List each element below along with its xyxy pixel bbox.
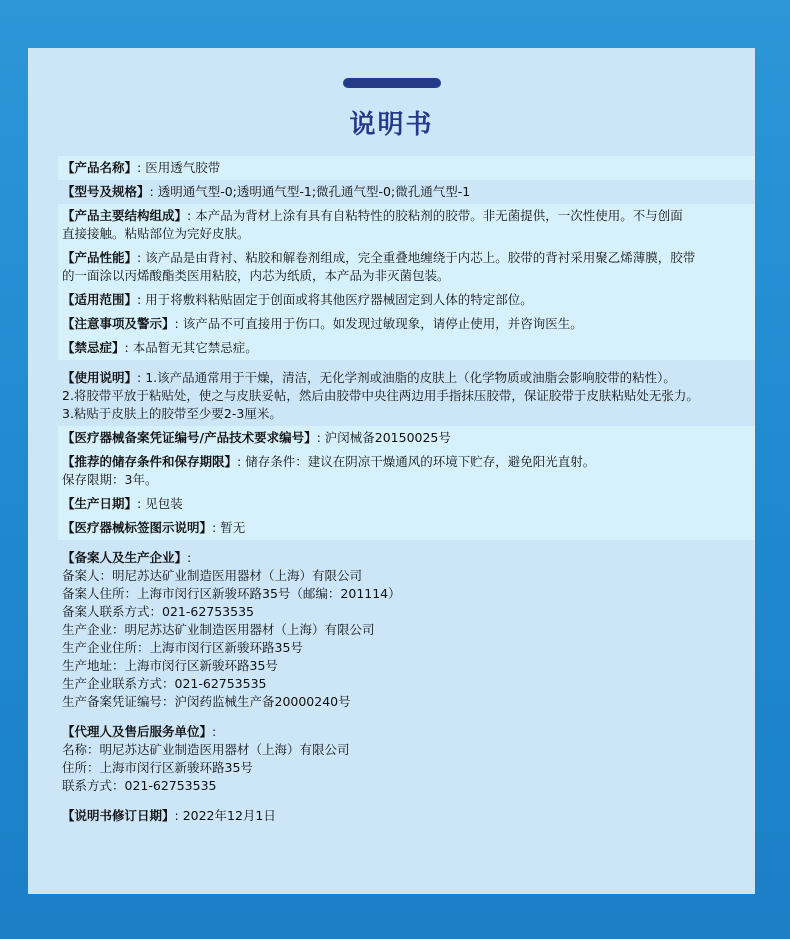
info-row (58, 366, 755, 426)
row-label: 【医疗器械备案凭证编号/产品技术要求编号】 (62, 430, 317, 445)
info-row (58, 426, 755, 450)
row-first-line (62, 549, 755, 567)
row-label: 【禁忌症】 (62, 340, 125, 355)
info-row (58, 492, 755, 516)
row-continuation-line: 2.将胶带平放于粘贴处，使之与皮肤妥帖，然后由胶带中央往两边用手指抹压胶带，保证胶带于皮肤粘贴处无张力。 (62, 388, 699, 403)
row-text: : 该产品是由背衬、粘胶和解卷剂组成，完全重叠地缠绕于内芯上。胶带的背衬采用聚乙烯薄膜，胶带 (137, 250, 696, 265)
row-continuation-line: 生产地址：上海市闵行区新骏环路35号 (62, 658, 278, 673)
info-row (58, 450, 755, 492)
instruction-rows (58, 156, 755, 828)
row-label: 【产品性能】 (62, 250, 138, 265)
instruction-sheet (28, 48, 755, 894)
row-text: : 本品暂无其它禁忌症。 (124, 340, 258, 355)
row-first-line (62, 183, 755, 201)
row-first-line (62, 339, 755, 357)
info-row (58, 156, 755, 180)
row-text: : 沪闵械备20150025号 (316, 430, 451, 445)
row-text: : 暂无 (212, 520, 246, 535)
row-continuation-line: 联系方式：021-62753535 (62, 778, 217, 793)
info-row (58, 288, 755, 312)
row-label: 【医疗器械标签图示说明】 (62, 520, 213, 535)
row-first-line (62, 315, 755, 333)
row-label: 【推荐的储存条件和保存期限】 (62, 454, 238, 469)
row-continuation-line: 保存限期：3年。 (62, 472, 158, 487)
row-first-line (62, 291, 755, 309)
row-continuation-line: 生产企业住所：上海市闵行区新骏环路35号 (62, 640, 303, 655)
row-text: : 本产品为背材上涂有具有自粘特性的胶粘剂的胶带。非无菌提供，一次性使用。不与创面 (187, 208, 683, 223)
row-label: 【注意事项及警示】 (62, 316, 175, 331)
info-row (58, 804, 755, 828)
title-decoration-bar (343, 78, 441, 88)
row-first-line (62, 495, 755, 513)
row-continuation-line: 生产企业：明尼苏达矿业制造医用器材（上海）有限公司 (62, 622, 375, 637)
info-row (58, 204, 755, 246)
info-row (58, 516, 755, 540)
row-first-line (62, 453, 755, 471)
row-label: 【产品主要结构组成】 (62, 208, 188, 223)
row-first-line (62, 159, 755, 177)
row-text: : 该产品不可直接用于伤口。如发现过敏现象，请停止使用，并咨询医生。 (174, 316, 583, 331)
row-text: : 见包装 (137, 496, 183, 511)
info-row (58, 246, 755, 288)
row-continuation-line: 备案人住所：上海市闵行区新骏环路35号（邮编：201114） (62, 586, 401, 601)
row-continuation-line: 直接接触。粘贴部位为完好皮肤。 (62, 226, 250, 241)
info-row (58, 720, 755, 798)
row-label: 【说明书修订日期】 (62, 808, 175, 823)
row-first-line (62, 369, 755, 387)
row-text: : 储存条件：建议在阴凉干燥通风的环境下贮存，避免阳光直射。 (237, 454, 596, 469)
row-text: : (212, 724, 217, 739)
row-first-line (62, 807, 755, 825)
row-first-line (62, 429, 755, 447)
row-text: : 医用透气胶带 (137, 160, 221, 175)
info-row (58, 180, 755, 204)
row-label: 【备案人及生产企业】 (62, 550, 188, 565)
row-continuation-line: 生产企业联系方式：021-62753535 (62, 676, 267, 691)
row-continuation-line: 住所：上海市闵行区新骏环路35号 (62, 760, 253, 775)
row-label: 【型号及规格】 (62, 184, 150, 199)
row-text: : (187, 550, 192, 565)
row-continuation-line: 3.粘贴于皮肤上的胶带至少要2-3厘米。 (62, 406, 282, 421)
row-label: 【使用说明】 (62, 370, 138, 385)
row-continuation-line: 备案人：明尼苏达矿业制造医用器材（上海）有限公司 (62, 568, 363, 583)
row-first-line (62, 249, 755, 267)
row-continuation-line: 的一面涂以丙烯酸酯类医用粘胶，内芯为纸质，本产品为非灭菌包装。 (62, 268, 450, 283)
row-text: : 1.该产品通常用于干燥，清洁，无化学剂或油脂的皮肤上（化学物质或油脂会影响胶带的粘性）。 (137, 370, 676, 385)
row-label: 【产品名称】 (62, 160, 138, 175)
row-continuation-line: 生产备案凭证编号：沪闵药监械生产备20000240号 (62, 694, 351, 709)
page-title: 说明书 (349, 110, 434, 140)
info-row (58, 546, 755, 714)
row-text: : 用于将敷料粘贴固定于创面或将其他医疗器械固定到人体的特定部位。 (137, 292, 533, 307)
row-continuation-line: 名称：明尼苏达矿业制造医用器材（上海）有限公司 (62, 742, 350, 757)
row-first-line (62, 723, 755, 741)
row-first-line (62, 207, 755, 225)
row-text: : 透明通气型-0;透明通气型-1;微孔通气型-0;微孔通气型-1 (149, 184, 471, 199)
info-row (58, 312, 755, 336)
row-label: 【生产日期】 (62, 496, 138, 511)
row-first-line (62, 519, 755, 537)
info-row (58, 336, 755, 360)
row-label: 【代理人及售后服务单位】 (62, 724, 213, 739)
row-text: : 2022年12月1日 (174, 808, 276, 823)
row-label: 【适用范围】 (62, 292, 138, 307)
row-continuation-line: 备案人联系方式：021-62753535 (62, 604, 254, 619)
